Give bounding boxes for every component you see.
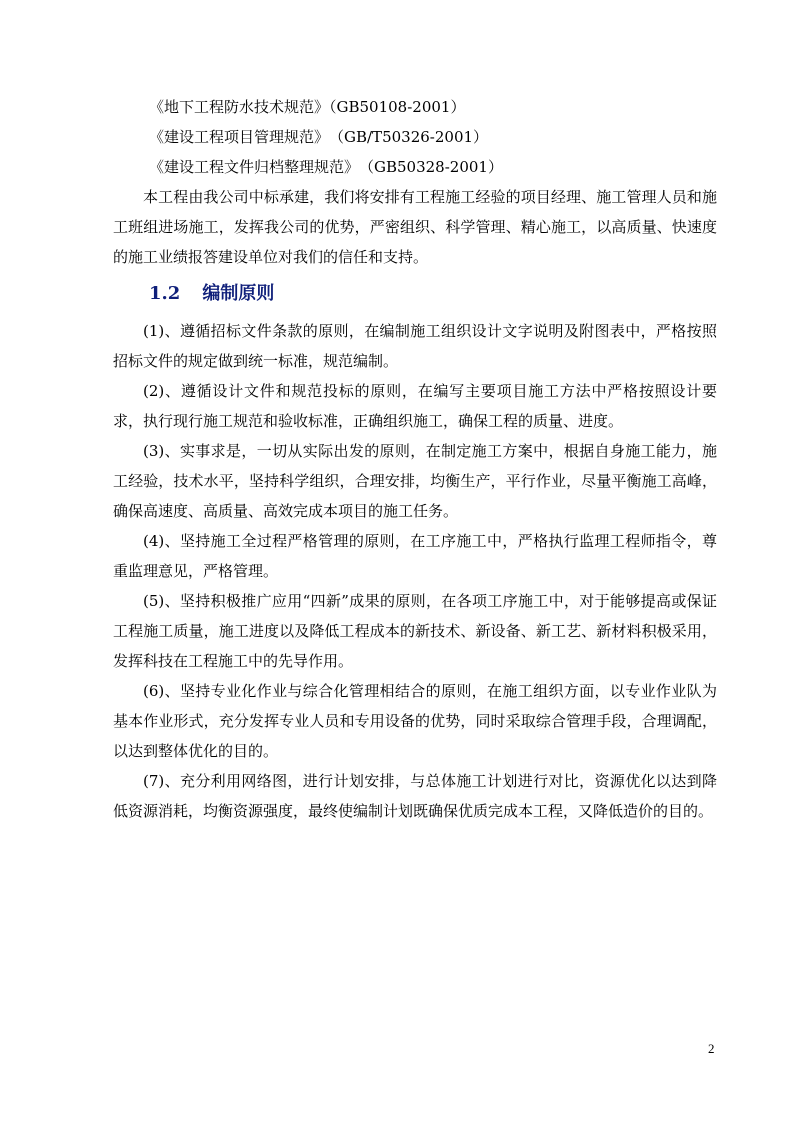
section-title: 编制原则 (202, 283, 275, 304)
principle-paragraph: (3)、实事求是，一切从实际出发的原则，在制定施工方案中，根据自身施工能力，施工经验，技术水平，坚持科学组织，合理安排，均衡生产，平行作业，尽量平衡施工高峰，确保高速度、高质量、高效完成本项目的施工任务。 (113, 442, 717, 520)
page-content (113, 92, 717, 826)
intro-paragraph: 本工程由我公司中标承建，我们将安排有工程施工经验的项目经理、施工管理人员和施工班组进场施工，发挥我公司的优势，严密组织、科学管理、精心施工，以高质量、快速度的施工业绩报答建设单位对我们的信任和支持。 (113, 188, 717, 266)
principle-paragraph: (1)、遵循招标文件条款的原则，在编制施工组织设计文字说明及附图表中，严格按照招标文件的规定做到统一标准，规范编制。 (113, 322, 717, 370)
reference-line: 《地下工程防水技术规范》（GB50108-2001） (149, 98, 466, 116)
section-number: 1.2 (149, 283, 181, 304)
reference-line: 《建设工程文件归档整理规范》 （GB50328-2001） (149, 158, 503, 176)
principle-paragraph: (5)、坚持积极推广应用“四新”成果的原则，在各项工序施工中，对于能够提高或保证工程施工质量，施工进度以及降低工程成本的新技术、新设备、新工艺、新材料积极采用，发挥科技在工程施工中的先导作用。 (113, 592, 717, 670)
principle-paragraph: (6)、坚持专业化作业与综合化管理相结合的原则，在施工组织方面，以专业作业队为基本作业形式，充分发挥专业人员和专用设备的优势，同时采取综合管理手段，合理调配，以达到整体优化的目的。 (113, 682, 717, 760)
section-heading (113, 274, 717, 314)
principle-paragraph: (2)、遵循设计文件和规范投标的原则，在编写主要项目施工方法中严格按照设计要求，执行现行施工规范和验收标准，正确组织施工，确保工程的质量、进度。 (113, 382, 717, 430)
page-number: 2 (708, 1041, 715, 1056)
reference-line: 《建设工程项目管理规范》 （GB/T50326-2001） (149, 128, 489, 146)
principle-paragraph: (4)、坚持施工全过程严格管理的原则，在工序施工中，严格执行监理工程师指令，尊重监理意见，严格管理。 (113, 532, 717, 580)
principle-paragraph: (7)、充分利用网络图，进行计划安排，与总体施工计划进行对比，资源优化以达到降低资源消耗，均衡资源强度，最终使编制计划既确保优质完成本工程，又降低造价的目的。 (113, 772, 717, 820)
